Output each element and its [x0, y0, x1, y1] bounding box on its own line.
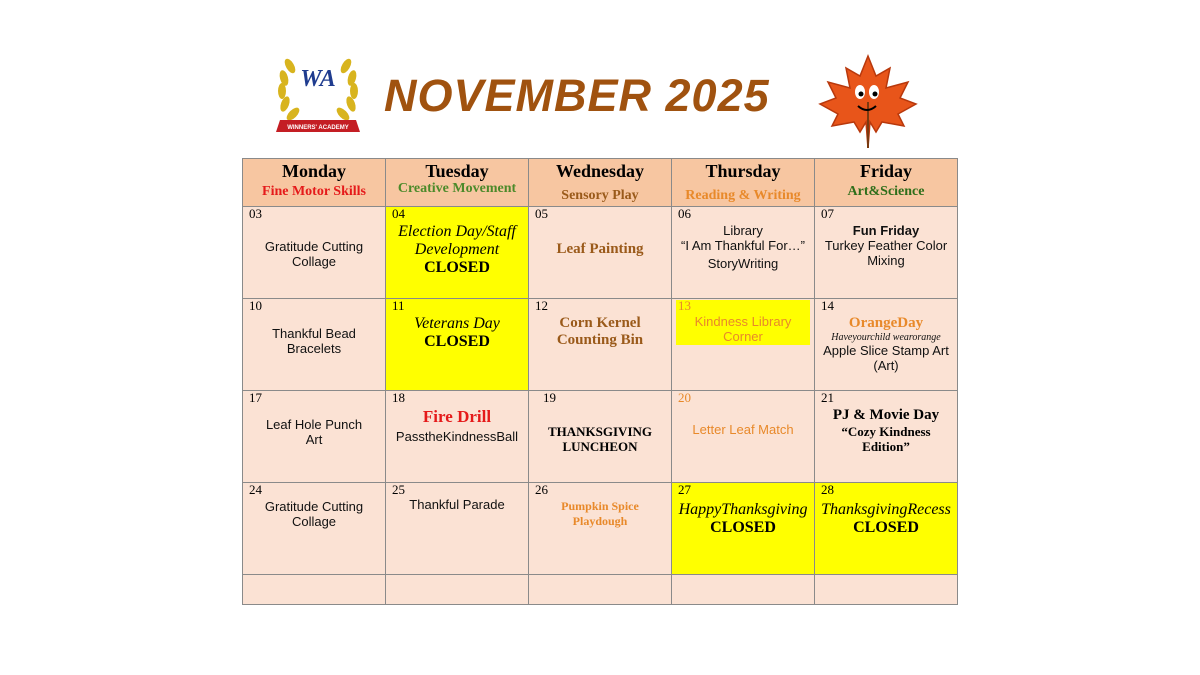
- date-number: 26: [535, 482, 548, 497]
- date-number: 04: [392, 206, 405, 221]
- day-cell: [529, 391, 672, 483]
- day-cell: [243, 207, 386, 299]
- date-number: 05: [535, 206, 548, 221]
- day-theme: Sensory Play: [561, 188, 639, 203]
- note-text: Haveyourchild wearorange: [831, 332, 941, 343]
- week-row: [243, 391, 958, 483]
- event-text: HappyThanksgiving: [678, 501, 808, 518]
- day-cell: [386, 299, 529, 391]
- activity-text: Collage: [291, 254, 337, 269]
- date-number: 10: [249, 298, 262, 313]
- activity-text: Art: [305, 432, 323, 447]
- closed-label: CLOSED: [853, 519, 919, 536]
- activity-text: Fun Friday: [852, 223, 920, 238]
- date-number: 13: [678, 298, 691, 313]
- activity-text: Leaf Painting: [556, 241, 644, 257]
- event-text: “Cozy Kindness: [841, 424, 931, 439]
- day-cell: [672, 299, 815, 391]
- day-name: Wednesday: [555, 161, 645, 181]
- date-number: 06: [678, 206, 691, 221]
- winners-academy-logo: [272, 48, 364, 140]
- event-text: Edition”: [862, 439, 910, 454]
- empty-cell: [672, 575, 815, 605]
- calendar-table: [242, 158, 958, 605]
- event-text: OrangeDay: [848, 315, 924, 331]
- activity-text: Letter Leaf Match: [692, 422, 794, 437]
- day-name: Friday: [860, 161, 912, 181]
- activity-text: Corner: [723, 329, 763, 344]
- day-cell: [243, 299, 386, 391]
- event-text: ThanksgivingRecess: [821, 501, 951, 518]
- date-number: 24: [249, 482, 262, 497]
- header-monday: [243, 159, 386, 207]
- day-theme: Art&Science: [847, 184, 925, 199]
- day-cell: [386, 207, 529, 299]
- day-cell: [815, 391, 958, 483]
- day-cell: [815, 299, 958, 391]
- date-number: 21: [821, 390, 834, 405]
- activity-text: Thankful Parade: [409, 497, 505, 512]
- event-text: Election Day/Staff: [398, 223, 516, 240]
- day-theme: Fine Motor Skills: [262, 184, 366, 199]
- empty-cell: [386, 575, 529, 605]
- svg-text:WA: WA: [300, 66, 336, 92]
- day-cell: [529, 483, 672, 575]
- date-number: 18: [392, 390, 405, 405]
- activity-text: Pumpkin Spice: [561, 499, 639, 513]
- maple-leaf-icon: [816, 52, 920, 152]
- activity-text: Turkey Feather Color: [824, 238, 948, 253]
- day-theme: Reading & Writing: [685, 188, 801, 203]
- closed-label: CLOSED: [424, 259, 490, 276]
- day-name: Tuesday: [425, 161, 489, 181]
- day-theme: Creative Movement: [397, 181, 517, 196]
- event-text: Veterans Day: [414, 315, 500, 332]
- date-number: 28: [821, 482, 834, 497]
- empty-cell: [243, 575, 386, 605]
- activity-text: LUNCHEON: [562, 439, 638, 454]
- closed-label: CLOSED: [710, 519, 776, 536]
- activity-text: Apple Slice Stamp Art: [823, 343, 949, 358]
- activity-text: Counting Bin: [556, 332, 644, 348]
- day-cell: [672, 207, 815, 299]
- activity-text: Bracelets: [286, 341, 342, 356]
- day-cell: [815, 207, 958, 299]
- day-cell: [672, 483, 815, 575]
- closed-label: CLOSED: [424, 333, 490, 350]
- day-cell: [386, 391, 529, 483]
- activity-text: Collage: [291, 514, 337, 529]
- date-number: 25: [392, 482, 405, 497]
- week-row: [243, 207, 958, 299]
- activity-text: Gratitude Cutting: [264, 239, 364, 254]
- activity-text: Library: [723, 223, 763, 238]
- header-thursday: [672, 159, 815, 207]
- event-text: Fire Drill: [422, 407, 492, 426]
- day-name: Monday: [281, 161, 346, 181]
- day-cell: [815, 483, 958, 575]
- date-number: 07: [821, 206, 834, 221]
- header-friday: [815, 159, 958, 207]
- date-number: 11: [392, 298, 405, 313]
- date-number: 27: [678, 482, 691, 497]
- date-number: 14: [821, 298, 834, 313]
- activity-text: Kindness Library: [694, 314, 792, 329]
- activity-text: Gratitude Cutting: [264, 499, 364, 514]
- page-title: NOVEMBER 2025: [384, 70, 770, 121]
- empty-cell: [815, 575, 958, 605]
- empty-cell: [529, 575, 672, 605]
- day-name: Thursday: [705, 161, 781, 181]
- date-number: 19: [543, 390, 556, 405]
- logo-text: WINNERS' ACADEMY: [287, 125, 349, 131]
- activity-text: StoryWriting: [707, 256, 779, 271]
- activity-text: (Art): [873, 358, 899, 373]
- activity-text: “I Am Thankful For…”: [680, 238, 805, 253]
- activity-text: PasstheKindnessBall: [395, 429, 519, 444]
- day-cell: [672, 391, 815, 483]
- activity-text: Playdough: [572, 514, 628, 528]
- activity-text: Leaf Hole Punch: [265, 417, 363, 432]
- day-cell: [529, 299, 672, 391]
- header-tuesday: [386, 159, 529, 207]
- activity-text: Mixing: [867, 253, 905, 268]
- empty-row: [243, 575, 958, 605]
- day-cell: [243, 391, 386, 483]
- date-number: 20: [678, 390, 691, 405]
- date-number: 03: [249, 206, 262, 221]
- day-cell: [529, 207, 672, 299]
- header-wednesday: [529, 159, 672, 207]
- week-row: [243, 483, 958, 575]
- day-cell: [386, 483, 529, 575]
- event-text: PJ & Movie Day: [832, 407, 940, 423]
- activity-text: Thankful Bead: [272, 326, 356, 341]
- activity-text: THANKSGIVING: [547, 424, 653, 439]
- day-cell: [243, 483, 386, 575]
- event-text: Development: [414, 241, 500, 258]
- date-number: 17: [249, 390, 262, 405]
- activity-text: Corn Kernel: [559, 315, 641, 331]
- date-number: 12: [535, 298, 548, 313]
- week-row: [243, 299, 958, 391]
